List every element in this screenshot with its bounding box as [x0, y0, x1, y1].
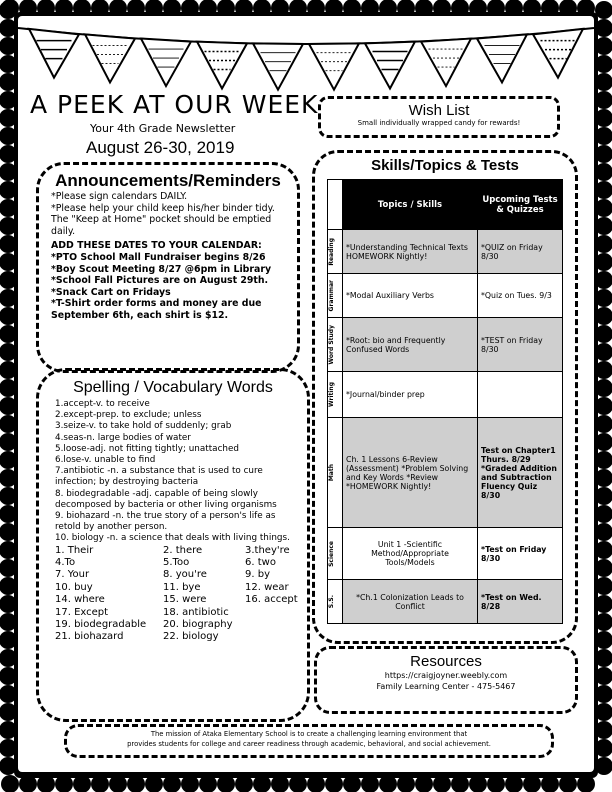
word-item: 1. Their: [55, 544, 94, 556]
test-cell: *Quiz on Tues. 9/3: [478, 274, 563, 318]
table-row: [328, 372, 563, 418]
word-item: 19. biodegradable: [55, 619, 147, 631]
announcement-line: *Please sign calendars DAILY.: [51, 191, 188, 202]
definition-item: 3.seize-v. to take hold of suddenly; grab: [55, 421, 232, 432]
word-item: 10. buy: [55, 581, 93, 593]
calendar-item: *Boy Scout Meeting 8/27 @6pm in Library: [51, 263, 272, 275]
word-item: 17. Except: [55, 606, 109, 618]
newsletter-subtitle: Your 4th Grade Newsletter: [90, 122, 236, 135]
word-item: 6. two: [245, 557, 276, 569]
word-item: 15. were: [163, 594, 207, 606]
table-row: [328, 580, 563, 624]
word-item: 9. by: [245, 569, 270, 581]
topic-cell: *Ch.1 Colonization Leads to Conflict: [343, 580, 478, 624]
resources-link[interactable]: https://craigjoyner.weebly.com: [384, 671, 508, 680]
definition-item: 8. biodegradable -adj. capable of being slowly decomposed by bacteria or other living organisms: [55, 488, 277, 510]
mission-line: The mission of Ataka Elementary School is to create a challenging learning environment that: [150, 730, 468, 738]
announcements-box: [36, 162, 300, 373]
word-item: 5.Too: [163, 557, 190, 569]
subject-label: Math: [328, 463, 335, 482]
subject-label: Word Study: [328, 324, 335, 365]
week-dates: August 26-30, 2019: [86, 138, 235, 157]
topic-cell: Unit 1 -Scientific Method/Appropriate Tools/Models: [343, 528, 478, 580]
word-item: 3.they're: [245, 544, 290, 556]
table-row: [328, 418, 563, 528]
skills-box: [312, 150, 578, 644]
table-row: [328, 230, 563, 274]
wish-list-box: [318, 96, 560, 138]
word-item: [245, 607, 321, 619]
topic-cell: *Root: bio and Frequently Confused Words: [343, 318, 478, 372]
calendar-item: *School Fall Pictures are on August 29th.: [51, 275, 269, 287]
subject-label: Grammar: [328, 279, 335, 312]
spelling-box: [36, 368, 310, 722]
resources-phone: Family Learning Center - 475-5467: [376, 682, 516, 691]
word-item: 18. antibiotic: [163, 606, 229, 618]
word-item: 2. there: [163, 544, 203, 556]
page-title: A PEEK AT OUR WEEK: [30, 90, 319, 119]
definition-item: 10. biology -n. a science that deals with living things.: [55, 533, 290, 544]
topic-cell: *Journal/binder prep: [343, 372, 478, 418]
definition-item: 1.accept-v. to receive: [55, 399, 150, 409]
table-row: [328, 318, 563, 372]
topic-cell: *Understanding Technical Texts HOMEWORK Nightly!: [343, 230, 478, 274]
definition-item: 6.lose-v. unable to find: [55, 455, 156, 466]
subject-label: Writing: [328, 381, 335, 408]
word-item: 11. bye: [163, 581, 201, 593]
resources-title: Resources: [410, 653, 482, 670]
topic-cell: Ch. 1 Lessons 6-Review (Assessment) *Problem Solving and Key Words *Review *HOMEWORK Nightly!: [343, 418, 478, 528]
col-topics-header: Topics / Skills: [343, 180, 478, 230]
subject-label: S.S.: [328, 594, 335, 609]
word-item: 14. where: [55, 594, 105, 606]
resources-box: [314, 646, 578, 714]
word-item: 4.To: [55, 557, 76, 569]
calendar-heading: ADD THESE DATES TO YOUR CALENDAR:: [51, 240, 262, 252]
mission-statement-box: [64, 724, 554, 758]
table-row: [328, 274, 563, 318]
word-grid: [39, 545, 307, 644]
table-corner: [328, 180, 343, 230]
definition-item: 9. biohazard -n. the true story of a person's life as retold by another person.: [55, 511, 276, 533]
test-cell: *QUIZ on Friday 8/30: [478, 230, 563, 274]
word-item: 16. accept: [245, 594, 298, 606]
skills-table: [327, 179, 563, 624]
test-cell: Test on Chapter1 Thurs. 8/29 *Graded Addition and Subtraction Fluency Quiz 8/30: [478, 418, 563, 528]
word-item: 20. biography: [163, 619, 233, 631]
announcements-title: Announcements/Reminders: [55, 171, 281, 190]
definition-item: 2.except-prep. to exclude; unless: [55, 410, 202, 421]
announcement-line: *Please help your child keep his/her binder tidy. The "Keep at Home" pocket should be emptied daily.: [51, 202, 275, 237]
word-item: 21. biohazard: [55, 631, 124, 643]
skills-title: Skills/Topics & Tests: [371, 157, 519, 174]
definition-item: 4.seas-n. large bodies of water: [55, 432, 191, 443]
word-item: 8. you're: [163, 569, 207, 581]
word-item: 7. Your: [55, 569, 90, 581]
col-tests-header: Upcoming Tests & Quizzes: [478, 180, 563, 230]
wish-list-title: Wish List: [408, 102, 470, 119]
mission-line: provides students for college and career readiness through academic, behavioral, and social achievement.: [127, 739, 491, 748]
test-cell: *Test on Wed. 8/28: [478, 580, 563, 624]
test-cell: *Test on Friday 8/30: [478, 528, 563, 580]
subject-label: Reading: [328, 237, 335, 266]
wish-list-text: Small individually wrapped candy for rewards!: [357, 119, 521, 127]
table-row: [328, 528, 563, 580]
topic-cell: *Modal Auxiliary Verbs: [343, 274, 478, 318]
test-cell: [478, 372, 563, 418]
test-cell: *TEST on Friday 8/30: [478, 318, 563, 372]
word-item: 12. wear: [245, 581, 289, 593]
calendar-item: *T-Shirt order forms and money are due September 6th, each shirt is $12.: [51, 298, 262, 321]
calendar-item: *Snack Cart on Fridays: [51, 286, 171, 298]
word-item: 22. biology: [163, 631, 219, 643]
subject-label: Science: [328, 540, 335, 567]
spelling-title: Spelling / Vocabulary Words: [73, 379, 273, 396]
calendar-item: *PTO School Mall Fundraiser begins 8/26: [51, 251, 266, 263]
definition-item: 5.loose-adj. not fitting tightly; unattached: [55, 443, 239, 454]
definition-item: 7.antibiotic -n. a substance that is used to cure infection; by destroying bacteria: [55, 466, 263, 488]
